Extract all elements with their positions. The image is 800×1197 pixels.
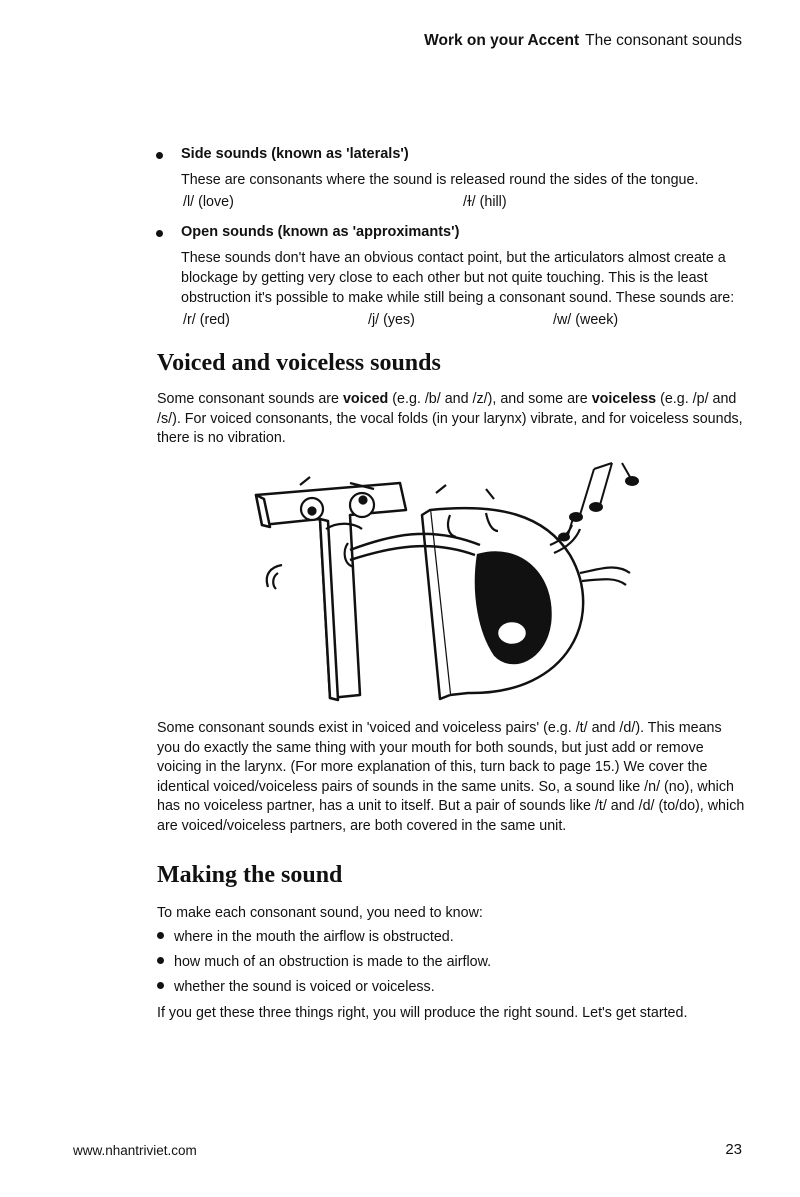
example-approx-w: /w/ (week) (553, 312, 619, 328)
example-lateral-dark-l: /ɫ/ (hill) (463, 194, 507, 210)
list-item: how much of an obstruction is made to the airflow. (157, 954, 491, 970)
book-title: Work on your Accent (424, 32, 580, 49)
making-outro: If you get these three things right, you will produce the right sound. Let's get started. (157, 1005, 688, 1021)
approximants-desc: These sounds don't have an obvious contact point, but the articulators almost create a blockage by getting very close to each other but not quite touching. This is the least obstruction it's possible to make while still being a consonant sound. These sounds are: (181, 250, 735, 306)
bullet-dot (157, 932, 164, 939)
chapter-title: The consonant sounds (585, 32, 742, 49)
list-item: whether the sound is voiced or voiceless. (157, 979, 435, 995)
voiced-paragraph: Some consonant sounds are voiced (e.g. /b/ and /z/), and some are voiceless (e.g. /p/ and /s/). For voiced consonants, the vocal folds (in your larynx) vibrate, and for voiceless sounds, there is no vibration. (157, 391, 743, 446)
laterals-title: Side sounds (known as 'laterals') (181, 146, 409, 162)
footer-website: www.nhantriviet.com (73, 1143, 197, 1158)
list-item: where in the mouth the airflow is obstructed. (157, 929, 454, 945)
page-number: 23 (725, 1141, 742, 1158)
bullet-dot (157, 957, 164, 964)
pairs-paragraph: Some consonant sounds exist in 'voiced and voiceless pairs' (e.g. /t/ and /d/). This means you do exactly the same thing with your mouth for both sounds, but just add or remove voicing in the larynx. (For more explanation of this, turn back to page 15.) We cover the identical voiced/voiceless pairs of sounds in the same units. So, a sound like /n/ (no), which has no voiceless partner, has a unit to itself. But a pair of sounds like /t/ and /d/ (to/do), which are voiced/voiceless partners, are both covered in the same unit. (157, 720, 745, 834)
example-approx-j: /j/ (yes) (368, 312, 415, 328)
laterals-desc: These are consonants where the sound is released round the sides of the tongue. (181, 172, 699, 188)
approximants-item (156, 224, 756, 334)
laterals-item (156, 146, 756, 216)
example-approx-r: /r/ (red) (183, 312, 230, 328)
making-intro: To make each consonant sound, you need to know: (157, 905, 483, 921)
section-heading-voiced: Voiced and voiceless sounds (157, 350, 441, 376)
bullet-dot (157, 982, 164, 989)
approximants-title: Open sounds (known as 'approximants') (181, 224, 460, 240)
bullet-dot (156, 230, 163, 237)
section-heading-making: Making the sound (157, 862, 343, 888)
bullet-dot (156, 152, 163, 159)
td-characters-illustration (250, 455, 650, 710)
example-lateral-l: /l/ (love) (183, 194, 234, 210)
running-header (424, 32, 742, 50)
td-cartoon-icon (250, 455, 650, 710)
